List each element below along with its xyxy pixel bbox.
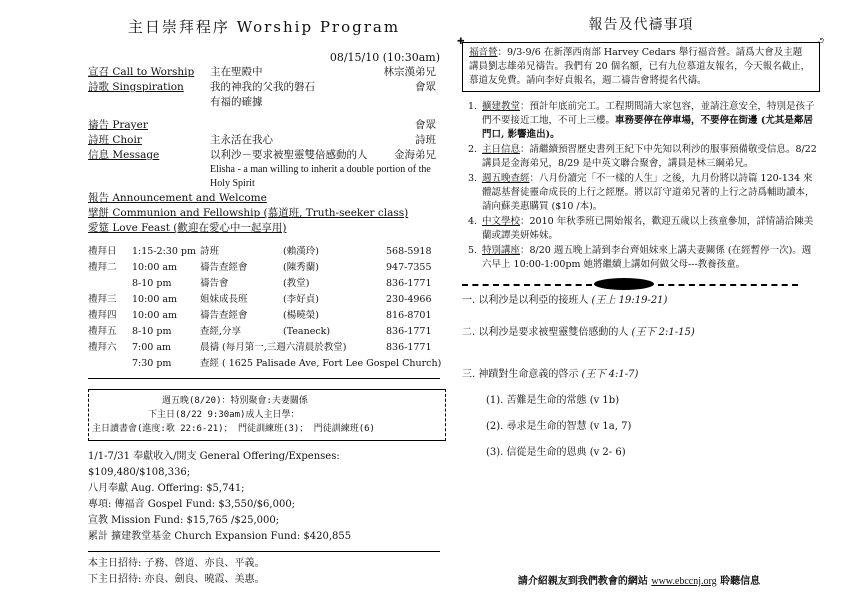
sermon-point-3: 三. 神蹟對生命意義的啓示 (王下 4:1-7): [462, 369, 639, 380]
schedule-day: 禮拜六: [88, 342, 117, 353]
message-text: 以利沙－要求被聖靈雙倍感動的人: [210, 149, 368, 161]
announcement-text: ：八月份讀完「不一樣的人生」之後，九月份將以詩篇 120-134 來體認基督徒靈命成長的上行之經歷。將以訂守道弟兄著的上行之詩爲輔助讀本，請向蘇美惠購買 ($10 /本)。: [482, 173, 815, 212]
sermon-ref-2: (王下 2:1-15): [631, 327, 695, 338]
schedule-phone: 230-4966: [386, 294, 432, 305]
program-sing: [88, 80, 440, 95]
schedule-row: [88, 276, 440, 292]
announcement-number: 2.: [468, 144, 478, 155]
schedule-host: (楊曉榮): [283, 310, 319, 321]
announcement-item: [468, 143, 820, 171]
sermon-ref-1: (王上 19:19-21): [591, 295, 668, 306]
announcement-label: 週五晚查經: [482, 173, 530, 184]
sermon-ref-3: (王下 4:1-7): [581, 369, 639, 380]
schedule-host: (賴漢玲): [283, 246, 319, 257]
finance-report: [88, 449, 440, 545]
sermon-sub-3: (3). 信從是生命的恩典 (v 2- 6): [486, 447, 626, 458]
finance-expansion: 累計 擴建教堂基金 Church Expansion Fund: $420,855: [88, 531, 352, 542]
announcement-number: 4.: [468, 216, 478, 227]
gospel-camp-box: [457, 36, 824, 92]
announcement-list: [468, 100, 820, 272]
schedule-host: (陳秀蘭): [283, 262, 319, 273]
gospel-camp-text: ：9/3-9/6 在新澤西南部 Harvey Cedars 舉行福音營。請爲大會及主題講員劉志雄弟兄禱告。我們有 20 個名額，已有九位慕道友報名，今天報名截止，慕道友免費。請向李好貞報名，週二禱告會將提名代禱。: [469, 47, 811, 86]
schedule-day: 禮拜五: [88, 326, 117, 337]
schedule-act: 詩班: [200, 246, 220, 257]
choir-who: 詩班: [415, 134, 436, 146]
announcement-label: 特別講座: [482, 245, 521, 256]
announcement-emphasis: 車務要停在停車場，不要停在街邊 (尤其是鄰居門口, 影響進出)。: [482, 115, 813, 140]
schedule-phone: 947-7355: [386, 262, 432, 273]
program-message: [88, 148, 440, 163]
feast-line: 愛筵 Love Feast (歡迎在愛心中一起享用): [88, 222, 287, 234]
announcement-item: [468, 215, 820, 243]
finance-august: 八月奉獻 Aug. Offering: $5,741;: [88, 483, 245, 494]
hosts: [88, 556, 440, 588]
sermon-sub-1: (1). 苦難是生命的常態 (v 1b): [486, 395, 620, 406]
announcement-label: 擴建教堂: [482, 101, 521, 112]
schedule-row: [88, 260, 440, 276]
message-english: Elisha - a man willing to inherit a double portion of the Holy Spirit: [210, 164, 431, 189]
schedule-host: (教堂): [283, 278, 310, 289]
schedule-phone: 836-1771: [386, 326, 432, 337]
announcements-column: [457, 8, 824, 460]
program-call: [88, 65, 440, 80]
footer-pre: 請介紹親友到我們教會的網站: [517, 576, 648, 587]
scroll-curl-icon: ✚: [457, 37, 465, 47]
schedule-act: 查經,分享: [200, 326, 242, 337]
schedule-phone: 568-5918: [386, 246, 432, 257]
fish-divider: [462, 278, 820, 292]
choir-text: 主永活在我心: [210, 134, 273, 146]
schedule-time: 10:00 am: [132, 262, 178, 273]
sermon-sub-2: (2). 尋求是生命的智慧 (v 1a, 7): [486, 421, 632, 432]
finance-gospel: 專項: 傳福音 Gospel Fund: $3,550/$6,000;: [88, 499, 296, 510]
schedule-phone: 836-1771: [386, 342, 432, 353]
sing-label: 詩歌 Singspiration: [88, 81, 184, 93]
prayer-label: 禱告 Prayer: [88, 119, 148, 131]
schedule-row: [88, 308, 440, 324]
call-who: 林宗漢弟兄: [383, 66, 436, 78]
notice-box: [88, 389, 446, 441]
schedule-time: 10:00 am: [132, 294, 178, 305]
schedule-time: 1:15-2:30 pm: [132, 246, 196, 257]
schedule-row: [88, 324, 440, 340]
call-label: 宣召 Call to Worship: [88, 66, 195, 78]
schedule-time: 7:00 am: [132, 342, 172, 353]
announcement-number: 1.: [468, 101, 478, 112]
schedule-act: 禱告查經會: [200, 310, 248, 321]
choir-label: 詩班 Choir: [88, 134, 142, 146]
hosts-this-week: 本主日招待: 子務、啓道、亦良、平義。: [88, 558, 265, 569]
schedule-host: (Teaneck): [283, 326, 331, 337]
schedule-day: 禮拜日: [88, 246, 117, 257]
sermon-point-2: 二. 以利沙是要求被聖靈雙倍感動的人 (王下 2:1-15): [462, 327, 695, 338]
schedule-act: 查經 ( 1625 Palisade Ave, Fort Lee Gospel Church): [200, 358, 442, 369]
message-label: 信息 Message: [88, 149, 160, 161]
service-date: 08/15/10 (10:30am): [329, 51, 440, 64]
sing-text-2: 有福的確據: [210, 96, 263, 108]
website-link[interactable]: www.ebccnj.org: [651, 576, 717, 587]
prayer-who: 會眾: [415, 119, 436, 131]
program-choir: [88, 133, 440, 148]
schedule-act: 晨禱 (每月第一,三週六清晨於教堂): [200, 342, 347, 353]
announcement-text: ：預計年底前完工。工程期間請大家包容，並請注意安全，特別是孩子們不要接近工地，不可上三樓。: [482, 101, 815, 126]
announcement-item: [468, 172, 820, 214]
worship-column: [88, 8, 440, 588]
hosts-next-week: 下主日招待: 亦良、劍良、曉霞、美惠。: [88, 574, 265, 585]
call-text: 主在聖殿中: [210, 66, 263, 78]
announcement-item: [468, 100, 820, 142]
footer-post: 聆聽信息: [720, 576, 761, 587]
sermon-outline: [462, 294, 820, 460]
sing-text-1: 我的神我的父我的磐石: [210, 81, 315, 93]
announcement-label: 中文學校: [482, 216, 521, 227]
communion-line: 擘餅 Communion and Fellowship (慕道班, Truth-seeker class): [88, 207, 409, 219]
schedule-day: 禮拜二: [88, 262, 117, 273]
notice-sunday-school: 下主日(8/22 9:30am)成人主日學：: [148, 410, 300, 420]
schedule-row: [88, 356, 440, 372]
schedule-row: [88, 340, 440, 356]
announcement-text: ：請繼續預習歷史書列王紀下中先知以利沙的服事預備敬受信息。8/22 講員是金海弟兄，8/29 是中英文聯合聚會，講員是林三綱弟兄。: [482, 144, 817, 169]
schedule-act: 禱告會: [200, 278, 229, 289]
schedule-day: 禮拜三: [88, 294, 117, 305]
announcement-number: 5.: [468, 245, 478, 256]
scroll-curl-icon: ૭: [817, 36, 824, 46]
announcements-title: 報告及代禱事項: [588, 17, 694, 33]
schedule-host: (李好貞): [283, 294, 319, 305]
finance-general: 1/1-7/31 奉獻收入/開支 General Offering/Expenses: $109,480/$108,336;: [88, 451, 340, 478]
finance-mission: 宣教 Mission Fund: $15,765 /$25,000;: [88, 515, 280, 526]
schedule-time: 8-10 pm: [132, 326, 172, 337]
schedule-time: 8-10 pm: [132, 278, 172, 289]
schedule-act: 姐妹成長班: [200, 294, 248, 305]
announcement-text: ：8/20 週五晚上請到李台齊姐妹來上講夫妻關係 (在經暫停一次)。週六早上 10:00-1:00pm 她將繼續上講如何做父母---教養孩童。: [482, 245, 812, 270]
message-who: 金海弟兄: [394, 149, 436, 161]
announcement-label: 主日信息: [482, 144, 521, 155]
ichthys-icon: [594, 278, 654, 290]
schedule-row: [88, 292, 440, 308]
schedule-day: 禮拜四: [88, 310, 117, 321]
weekly-schedule: [88, 244, 440, 372]
program-prayer: [88, 118, 440, 133]
schedule-phone: 836-1771: [386, 278, 432, 289]
notice-classes: 主日讀書會(進度:歌 22:6-21)； 門徒訓練班(3)； 門徒訓練班(6): [92, 424, 375, 434]
schedule-time: 7:30 pm: [132, 358, 172, 369]
schedule-act: 禱告查經會: [200, 262, 248, 273]
announcement-number: 3.: [468, 173, 478, 184]
schedule-time: 10:00 am: [132, 310, 178, 321]
announcement-item: [468, 244, 820, 272]
gospel-camp-label: 福音營: [469, 47, 498, 58]
announcement-text: ：2010 年秋季班已開始報名，歡迎五歲以上孩童參加，詳情請洽陳美蘭或譚美妍姊妹。: [482, 216, 814, 241]
schedule-phone: 816-8701: [386, 310, 432, 321]
notice-friday: 週五晚(8/20)：特別聚會:夫妻關係: [162, 396, 308, 406]
sermon-point-1: 一. 以利沙是以利亞的接班人 (王上 19:19-21): [462, 295, 668, 306]
worship-title: 主日崇拜程序 Worship Program: [127, 18, 401, 36]
website-footer: [462, 572, 816, 587]
announce-line: 報告 Announcement and Welcome: [88, 192, 267, 204]
schedule-row: [88, 244, 440, 260]
sing-who: 會眾: [415, 81, 436, 93]
